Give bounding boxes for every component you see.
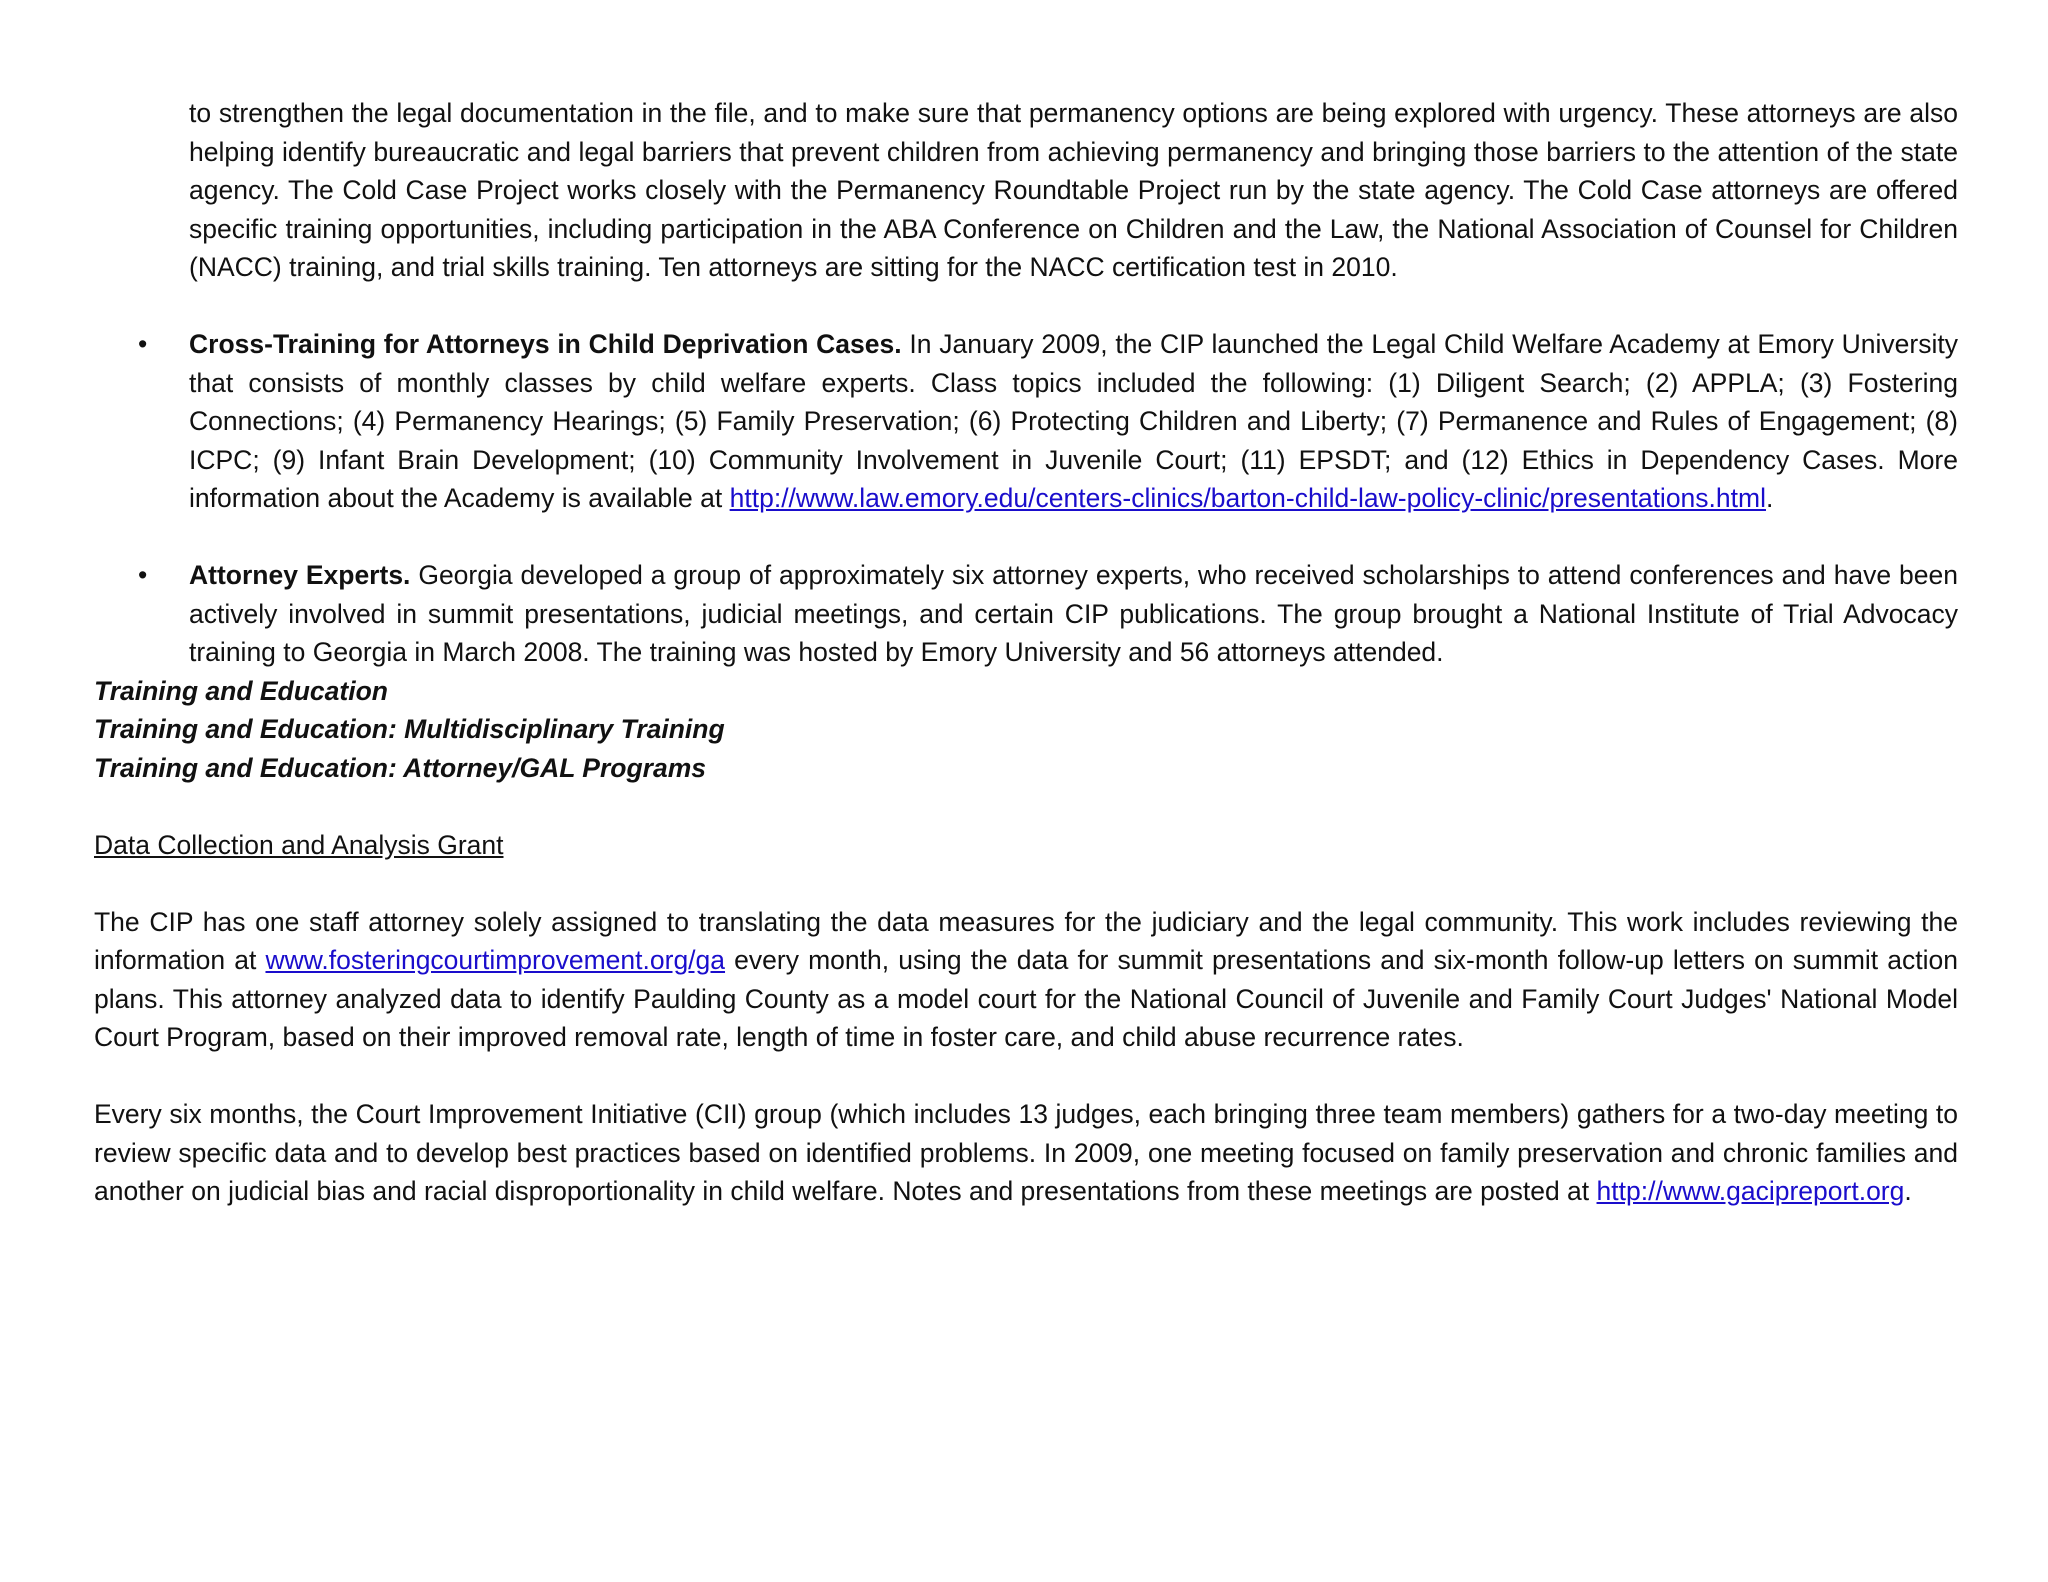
fostering-court-link[interactable]: www.fosteringcourtimprovement.org/ga	[265, 945, 726, 975]
bullet-paragraph	[189, 556, 1958, 672]
intro-paragraph: to strengthen the legal documentation in the file, and to make sure that permanency options are being explored with urgency. These attorneys are also helping identify bureaucratic and legal barriers that prevent children from achieving permanency and bringing those barriers to the attention of the state agency. The Cold Case Project works closely with the Permanency Roundtable Project run by the state agency. The Cold Case attorneys are offered specific training opportunities, including participation in the ABA Conference on Children and the Law, the National Association of Counsel for Children (NACC) training, and trial skills training. Ten attorneys are sitting for the NACC certification test in 2010.	[189, 98, 1958, 282]
bullet-text: Georgia developed a group of approximately six attorney experts, who received scholarships to attend conferences and have been actively involved in summit presentations, judicial meetings, and certain CIP publications. The group brought a National Institute of Trial Advocacy training to Georgia in March 2008. The training was hosted by Emory University and 56 attorneys attended.	[189, 560, 1959, 667]
heading-attorney-gal: Training and Education: Attorney/GAL Programs	[94, 752, 707, 783]
data-paragraph-2: Every six months, the Court Improvement Initiative (CII) group (which includes 13 judges, each bringing three team members) gathers for a two-day meeting to review specific data and to develop best practices based on identified problems. In 2009, one meeting focused on family preservation and chronic families and another on judicial bias and racial disproportionality in child welfare. Notes and presentations from these meetings are posted at http://www.gacipreport.org.	[94, 1099, 1958, 1206]
section-title: Data Collection and Analysis Grant	[94, 829, 504, 860]
spacer	[94, 518, 1958, 557]
bullet-text: In January 2009, the CIP launched the Legal Child Welfare Academy at Emory University that consists of monthly classes by child welfare experts. Class topics included the following: (1) Diligent Search; (2) APPLA; (3) Fostering Connections; (4) Permanency Hearings; (5) Family Preservation; (6) Protecting Children and Liberty; (7) Permanence and Rules of Engagement; (8) ICPC; (9) Infant Brain Development; (10) Community Involvement in Juvenile Court; (11) EPSDT; and (12) Ethics in Dependency Cases. More information about the Academy is available at	[189, 329, 1958, 513]
bullet-icon: •	[138, 560, 148, 590]
bullet-title: Cross-Training for Attorneys in Child Deprivation Cases.	[189, 329, 902, 359]
data-paragraph-1: The CIP has one staff attorney solely assigned to translating the data measures for the judiciary and the legal community. This work includes reviewing the information at www.fosteringcourtimprovement.org/ga every month, using the data for summit presentations and six-month follow-up letters on summit action plans. This attorney analyzed data to identify Paulding County as a model court for the National Council of Juvenile and Family Court Judges' National Model Court Program, based on their improved removal rate, length of time in foster care, and child abuse recurrence rates.	[94, 906, 1959, 1052]
spacer	[94, 1057, 1958, 1096]
academy-link[interactable]: http://www.law.emory.edu/centers-clinics/barton-child-law-policy-clinic/presentations.html	[729, 483, 1766, 513]
spacer	[94, 864, 1958, 903]
heading-training-education: Training and Education	[94, 675, 388, 706]
spacer	[94, 287, 1958, 326]
heading-multidisciplinary: Training and Education: Multidisciplinary Training	[94, 714, 725, 744]
bullet-icon: •	[138, 329, 148, 359]
bullet-paragraph: Cross-Training for Attorneys in Child Deprivation Cases. In January 2009, the CIP launched the Legal Child Welfare Academy at Emory University that consists of monthly classes by child welfare experts. Class topics included the following: (1) Diligent Search; (2) APPLA; (3) Fostering Connections; (4) Permanency Hearings; (5) Family Preservation; (6) Protecting Children and Liberty; (7) Permanence and Rules of Engagement; (8) ICPC; (9) Infant Brain Development; (10) Community Involvement in Juvenile Court; (11) EPSDT; and (12) Ethics in Dependency Cases. More information about the Academy is available at http://www.law.emory.edu/centers-clinics/barton-child-law-policy-clinic/presentations.html.	[189, 329, 1958, 513]
gacipreport-link[interactable]: http://www.gacipreport.org	[1596, 1176, 1905, 1206]
spacer	[94, 787, 1958, 826]
bullet-title: Attorney Experts.	[189, 560, 411, 590]
bullet-item-attorney-experts	[94, 556, 1958, 672]
bullet-item-cross-training	[94, 325, 1958, 518]
